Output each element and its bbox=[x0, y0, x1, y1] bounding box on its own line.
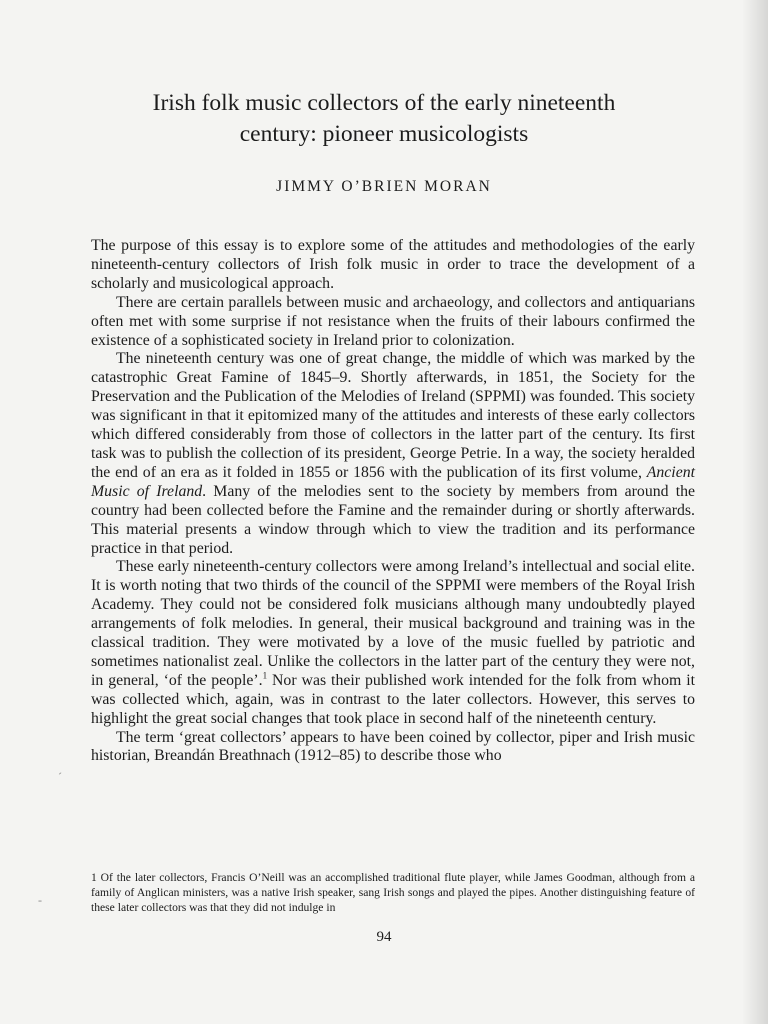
body-text bbox=[91, 237, 695, 766]
book-title: Ancient Music of Ireland bbox=[91, 463, 695, 500]
paragraph-4 bbox=[91, 558, 695, 728]
footnote bbox=[91, 870, 695, 916]
scan-mark: - bbox=[38, 893, 42, 907]
paragraph-4-text-a: These early nineteenth-century collectors were among Ireland’s intellectual and social elite. It is worth noting that two thirds of the council of the SPPMI were members of the Royal Irish Academy. They could not be considered folk musicians although many undoubtedly played arrangements of folk melodies. In general, their musical background and training was in the classical tradition. They were motivated by a love of the music fuelled by patriotic and sometimes nationalist zeal. Unlike the collectors in the latter part of the century they were not, in general, ‘of the people’. bbox=[91, 558, 695, 689]
footnote-number: 1 bbox=[91, 871, 97, 884]
footnote-text: Of the later collectors, Francis O’Neill was an accomplished traditional flute player, while James Goodman, although from a family of Anglican ministers, was a native Irish speaker, sang Irish songs and played the pipes. Another distinguishing feature of these later collectors was that they did not indulge in bbox=[91, 871, 695, 915]
paragraph-3-text-a: The nineteenth century was one of great change, the middle of which was marked by the catastrophic Great Famine of 1845–9. Shortly afterwards, in 1851, the Society for the Preservation and the Publication of the Melodies of Ireland (SPPMI) was founded. This society was significant in that it epitomized many of the attitudes and interests of these early collectors which differed considerably from those of collectors in the latter part of the century. Its first task was to publish the collection of its president, George Petrie. In a way, the society heralded the end of an era as it folded in 1855 or 1856 with the publication of its first volume, bbox=[91, 350, 695, 481]
paragraph-3-text-b: . Many of the melodies sent to the society by members from around the country had been collected before the Famine and the remainder during or shortly afterwards. This material presents a window through which to view the tradition and its performance practice in that period. bbox=[91, 482, 695, 557]
page-number: 94 bbox=[376, 929, 392, 945]
paragraph-1: The purpose of this essay is to explore some of the attitudes and methodologies of the early nineteenth-century collectors of Irish folk music in order to trace the development of a scholarly and musicological approach. bbox=[91, 237, 695, 292]
scan-mark: ´ bbox=[58, 770, 62, 784]
page-edge-shadow bbox=[742, 0, 768, 1024]
article-title bbox=[60, 88, 708, 150]
paragraph-4-text-b: Nor was their published work intended for the folk from whom it was collected which, again, was in contrast to the later collectors. However, this serves to highlight the great social changes that took place in second half of the nineteenth century. bbox=[91, 671, 695, 727]
title-line-1: Irish folk music collectors of the early nineteenth bbox=[152, 90, 616, 116]
paragraph-2: There are certain parallels between music and archaeology, and collectors and antiquarians often met with some surprise if not resistance when the fruits of their labours confirmed the existence of a sophisticated society in Ireland prior to colonization. bbox=[91, 293, 695, 349]
title-line-2: century: pioneer musicologists bbox=[239, 121, 529, 147]
author-name: JIMMY O’BRIEN MORAN bbox=[276, 178, 492, 195]
paragraph-3 bbox=[91, 350, 695, 558]
footnote-reference: 1 bbox=[262, 670, 268, 681]
paragraph-5: The term ‘great collectors’ appears to have been coined by collector, piper and Irish music historian, Breandán Breathnach (1912–85) to describe those who bbox=[91, 728, 695, 765]
